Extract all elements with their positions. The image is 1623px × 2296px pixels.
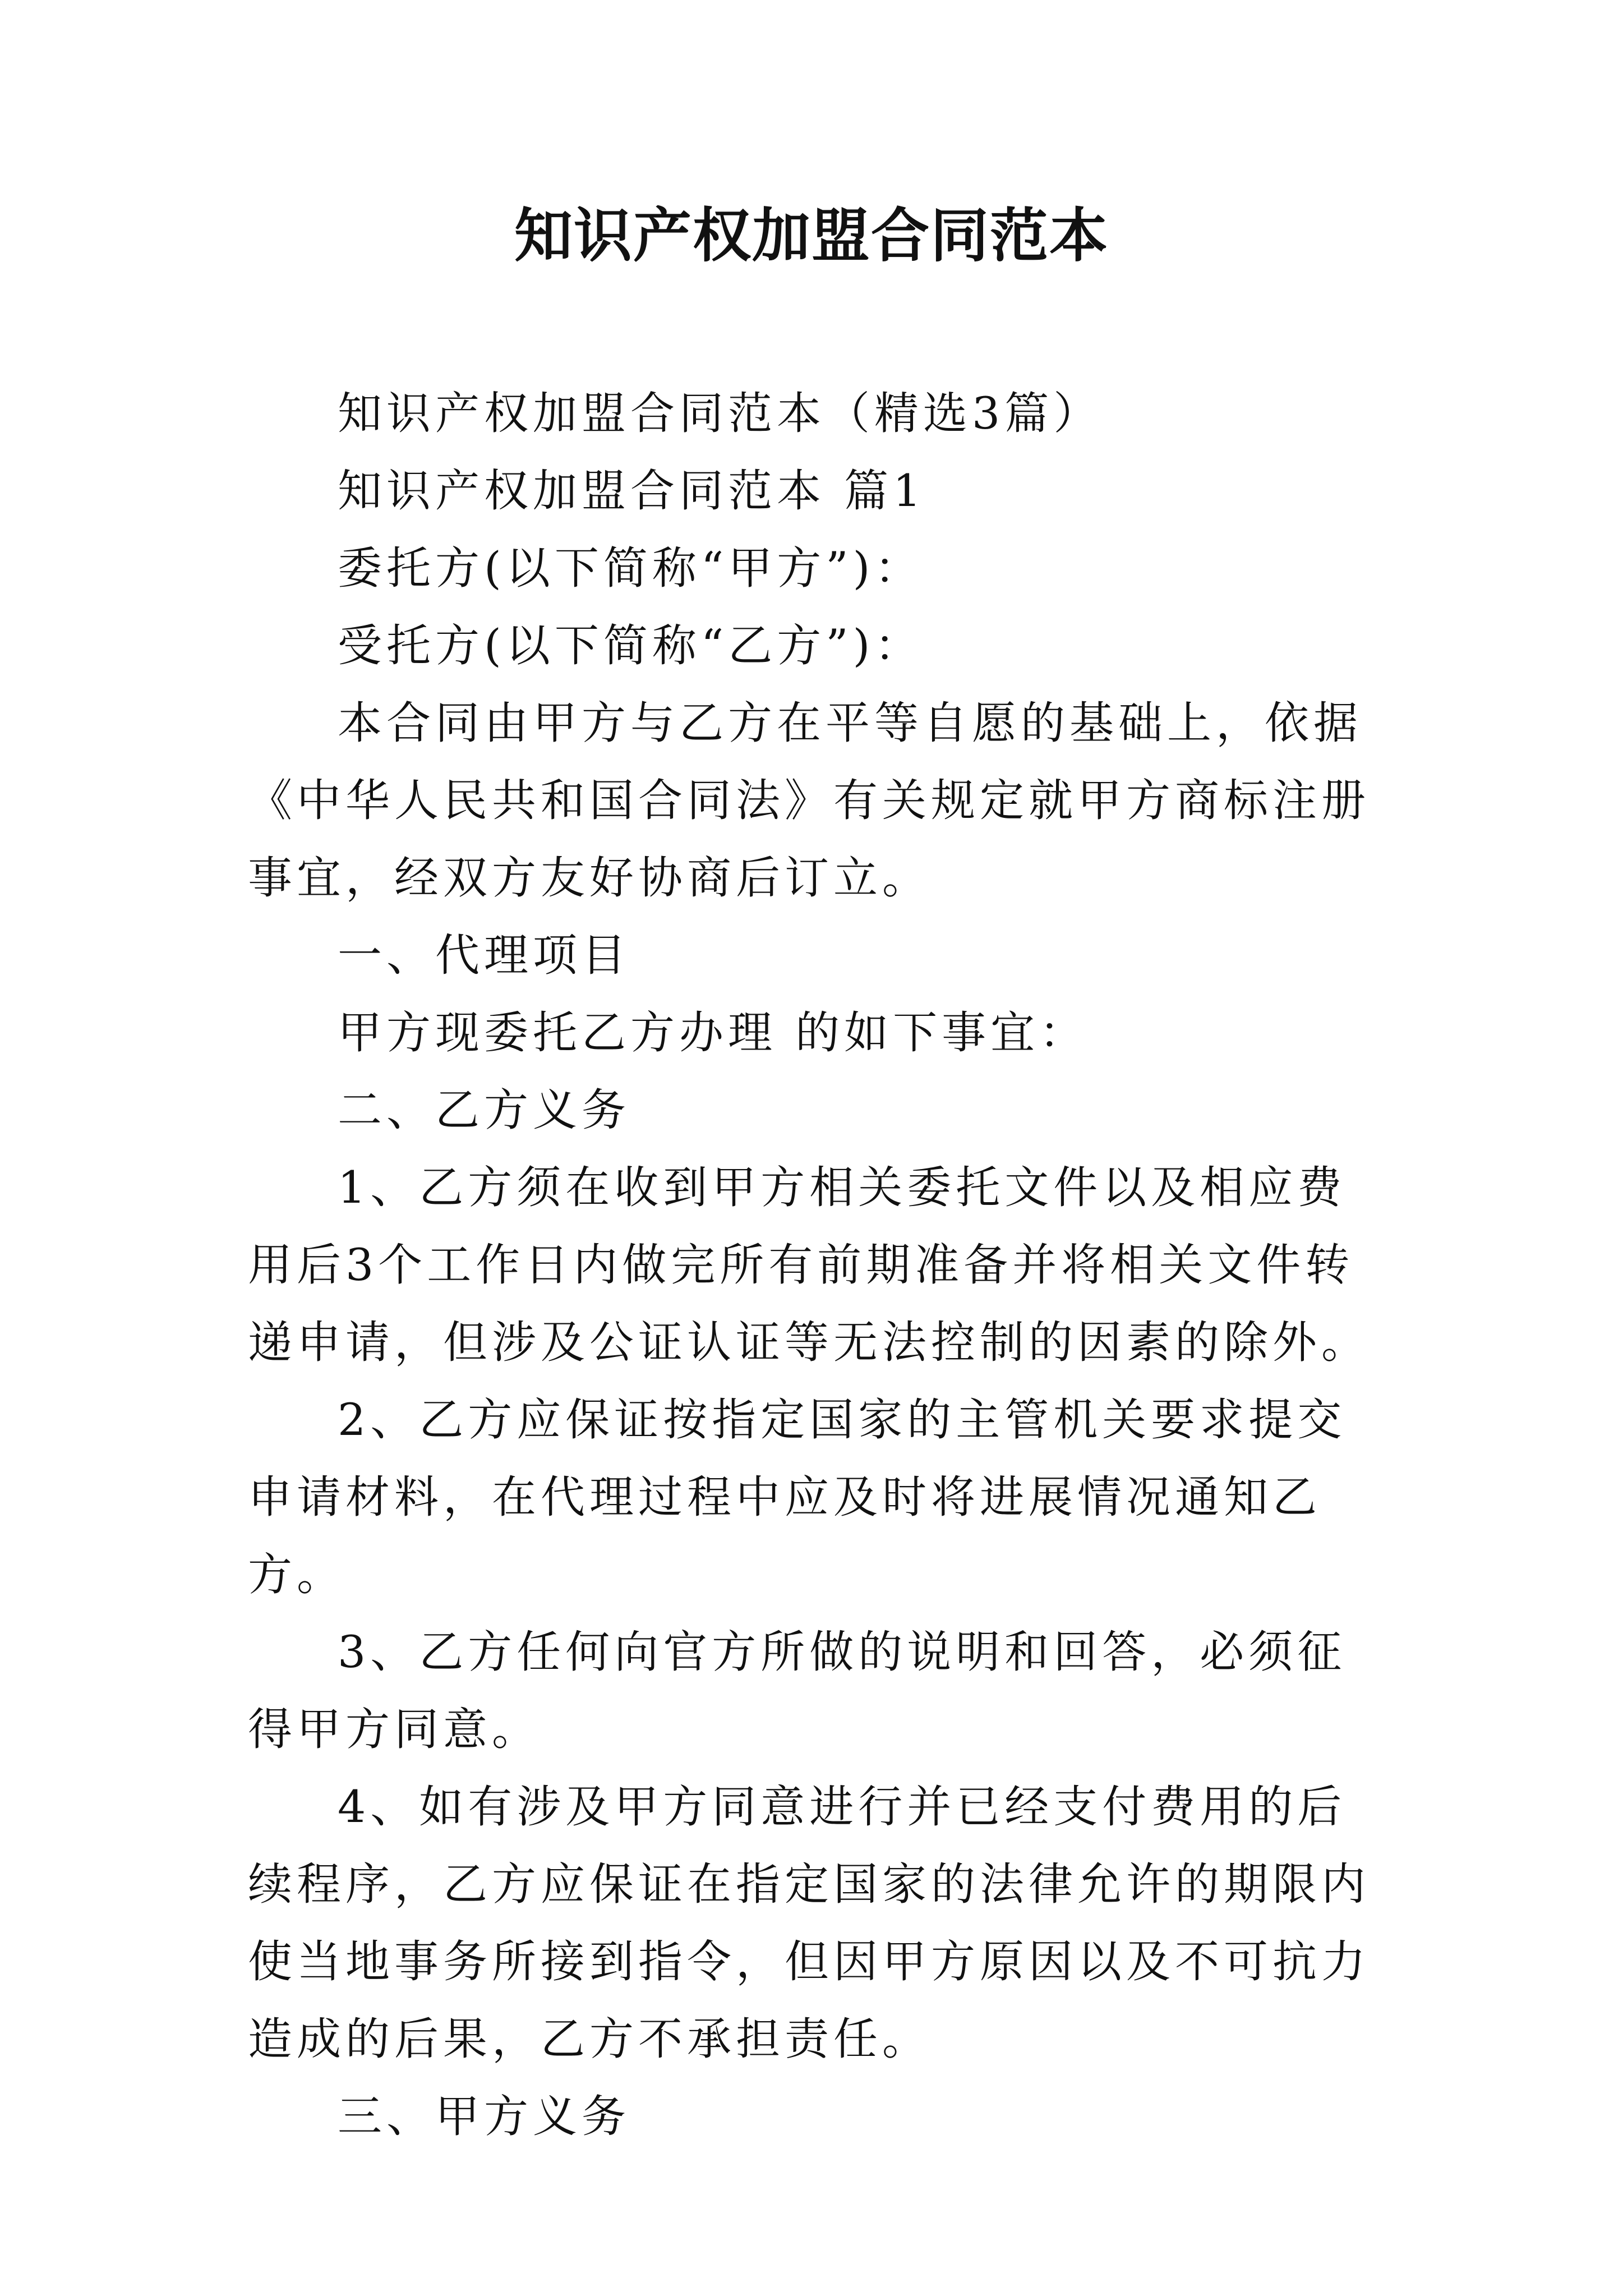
paragraph-clause-1: 1、乙方须在收到甲方相关委托文件以及相应费用后3个工作日内做完所有前期准备并将相关文件转递申请，但涉及公证认证等无法控制的因素的除外。: [248, 1162, 1370, 1368]
paragraph-section-heading: 知识产权加盟合同范本 篇1: [338, 465, 926, 517]
paragraph-party-b: 受托方(以下简称“乙方”)：: [338, 620, 924, 671]
paragraph-heading-2: 二、乙方义务: [338, 1084, 630, 1136]
paragraph-party-a: 委托方(以下简称“甲方”)：: [338, 542, 924, 594]
paragraph-heading-3: 三、甲方义务: [338, 2091, 630, 2142]
paragraph-clause-4: 4、如有涉及甲方同意进行并已经支付费用的后续程序，乙方应保证在指定国家的法律允许的期限内使当地事务所接到指令，但因甲方原因以及不可抗力造成的后果，乙方不承担责任。: [248, 1781, 1370, 2065]
paragraph-item-matters: 甲方现委托乙方办理 的如下事宜：: [338, 1007, 1089, 1059]
paragraph-preamble: 本合同由甲方与乙方在平等自愿的基础上，依据《中华人民共和国合同法》有关规定就甲方商标注册事宜，经双方友好协商后订立。: [248, 697, 1370, 904]
document-title: 知识产权加盟合同范本: [514, 201, 1109, 270]
paragraph-subtitle: 知识产权加盟合同范本（精选3篇）: [338, 388, 1103, 439]
paragraph-clause-3: 3、乙方任何向官方所做的说明和回答，必须征得甲方同意。: [248, 1626, 1347, 1755]
paragraph-clause-2: 2、乙方应保证按指定国家的主管机关要求提交申请材料，在代理过程中应及时将进展情况通知乙方。: [248, 1394, 1347, 1600]
document-body: [248, 375, 1391, 2155]
paragraph-heading-1: 一、代理项目: [338, 930, 630, 981]
